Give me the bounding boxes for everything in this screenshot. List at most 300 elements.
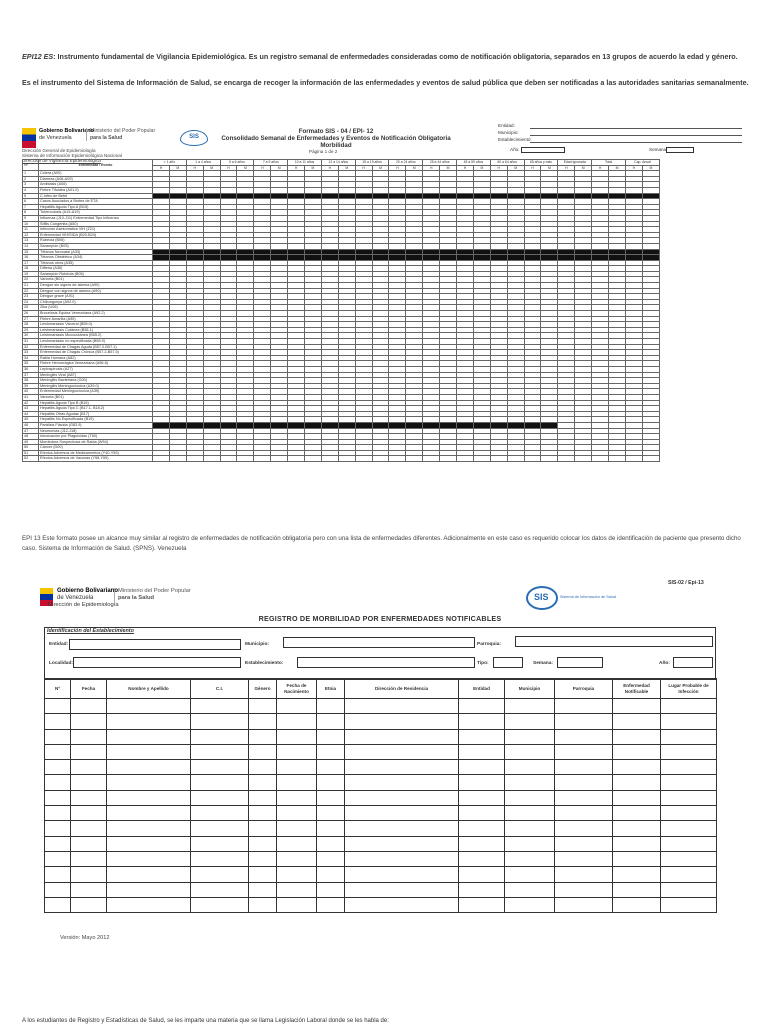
grid2-cell[interactable] — [505, 867, 555, 882]
grid2-cell[interactable] — [71, 836, 107, 851]
grid2-cell[interactable] — [459, 714, 505, 729]
grid1-cell[interactable] — [237, 456, 254, 462]
grid2-cell[interactable] — [277, 836, 317, 851]
grid2-cell[interactable] — [249, 729, 277, 744]
grid2-cell[interactable] — [277, 760, 317, 775]
grid2-cell[interactable] — [345, 806, 459, 821]
grid1-row-number: 47 — [23, 428, 39, 434]
grid2-cell[interactable] — [191, 806, 249, 821]
grid2-cell[interactable] — [277, 744, 317, 759]
grid2-cell[interactable] — [191, 699, 249, 714]
grid2-cell[interactable] — [191, 851, 249, 866]
grid1-sex-header: H — [592, 165, 609, 171]
grid2-cell[interactable] — [107, 897, 191, 912]
grid2-cell[interactable] — [277, 714, 317, 729]
grid2-cell[interactable] — [661, 744, 717, 759]
grid1-disease-name: Cólera (A00) — [39, 171, 153, 177]
grid2-cell[interactable] — [555, 882, 613, 897]
grid2-cell[interactable] — [249, 851, 277, 866]
grid2-cell[interactable] — [345, 897, 459, 912]
grid2-cell[interactable] — [249, 775, 277, 790]
grid1-row-number: 12 — [23, 232, 39, 238]
grid1-disease-name: Hepatitis Aguda Tipo C (B17.1, B18.2) — [39, 406, 153, 412]
grid2-cell[interactable] — [45, 836, 71, 851]
grid2-cell[interactable] — [613, 699, 661, 714]
grid2-cell[interactable] — [249, 821, 277, 836]
grid2-cell[interactable] — [661, 714, 717, 729]
grid2-row — [45, 882, 717, 897]
grid2-cell[interactable] — [555, 836, 613, 851]
grid2-cell[interactable] — [505, 821, 555, 836]
grid2-cell[interactable] — [345, 729, 459, 744]
grid2-cell[interactable] — [317, 897, 345, 912]
grid2-cell[interactable] — [249, 806, 277, 821]
grid2-cell[interactable] — [277, 775, 317, 790]
grid2-cell[interactable] — [45, 760, 71, 775]
grid2-cell[interactable] — [459, 744, 505, 759]
grid2-cell[interactable] — [613, 897, 661, 912]
grid1-age-header: 60 a 64 años — [490, 160, 524, 166]
form1-dir3: Dirección de Vigilancia Epidemiológica — [22, 158, 101, 164]
grid2-cell[interactable] — [191, 744, 249, 759]
grid1-disease-name: Casos Asociados a Brotes de ETA — [39, 199, 153, 205]
grid1-cell[interactable] — [558, 456, 575, 462]
grid1-row-number: 52 — [23, 456, 39, 462]
grid2-cell[interactable] — [71, 790, 107, 805]
grid2-cell[interactable] — [317, 806, 345, 821]
grid2-cell[interactable] — [45, 821, 71, 836]
grid1-age-header: 45 a 59 años — [457, 160, 491, 166]
grid1-row-number: 24 — [23, 299, 39, 305]
grid2-cell[interactable] — [555, 867, 613, 882]
grid2-cell[interactable] — [345, 851, 459, 866]
grid2-cell[interactable] — [505, 806, 555, 821]
grid2-cell[interactable] — [459, 851, 505, 866]
grid2-cell[interactable] — [555, 851, 613, 866]
grid2-cell[interactable] — [191, 790, 249, 805]
grid2-cell[interactable] — [459, 897, 505, 912]
grid2-cell[interactable] — [345, 744, 459, 759]
form2-semana-field[interactable] — [557, 657, 603, 668]
grid1-cell[interactable] — [642, 456, 659, 462]
grid1-cell[interactable] — [457, 456, 474, 462]
grid1-cell[interactable] — [321, 456, 338, 462]
grid1-cell[interactable] — [423, 456, 440, 462]
grid2-cell[interactable] — [459, 790, 505, 805]
grid2-cell[interactable] — [277, 699, 317, 714]
grid2-cell[interactable] — [505, 790, 555, 805]
grid1-disease-name: Enfermedad de Chagas Aguda (B57.0-B57.1) — [39, 344, 153, 350]
grid1-age-header: 25 a 44 años — [423, 160, 457, 166]
grid1-sex-header: H — [524, 165, 541, 171]
grid2-cell[interactable] — [459, 821, 505, 836]
grid1-cell[interactable] — [625, 456, 642, 462]
grid2-cell[interactable] — [191, 714, 249, 729]
grid2-cell[interactable] — [613, 744, 661, 759]
grid1-row-number: 17 — [23, 260, 39, 266]
grid1-row-number: 27 — [23, 316, 39, 322]
grid2-cell[interactable] — [505, 699, 555, 714]
grid2-cell[interactable] — [345, 882, 459, 897]
form2-localidad-field[interactable] — [73, 657, 241, 668]
grid2-cell[interactable] — [345, 714, 459, 729]
grid1-cell[interactable] — [288, 456, 305, 462]
grid2-cell[interactable] — [661, 867, 717, 882]
grid2-cell[interactable] — [107, 851, 191, 866]
grid2-cell[interactable] — [45, 714, 71, 729]
grid1-row-number: 46 — [23, 422, 39, 428]
grid1-row-number: 41 — [23, 394, 39, 400]
grid2-cell[interactable] — [505, 851, 555, 866]
logo-gobierno-text: Gobierno Bolivariano — [39, 128, 94, 134]
grid2-cell[interactable] — [107, 699, 191, 714]
grid2-cell[interactable] — [661, 729, 717, 744]
grid2-cell[interactable] — [459, 806, 505, 821]
grid1-cell[interactable] — [406, 456, 423, 462]
grid2-cell[interactable] — [71, 882, 107, 897]
grid2-cell[interactable] — [191, 882, 249, 897]
grid1-disease-name: Zika (U06) — [39, 305, 153, 311]
grid2-cell[interactable] — [345, 836, 459, 851]
grid2-cell[interactable] — [661, 882, 717, 897]
grid2-cell[interactable] — [613, 867, 661, 882]
grid2-cell[interactable] — [107, 729, 191, 744]
grid2-cell[interactable] — [505, 729, 555, 744]
grid2-cell[interactable] — [107, 806, 191, 821]
grid1-disease-name: Varicela (B01) — [39, 277, 153, 283]
grid2-cell[interactable] — [661, 821, 717, 836]
grid2-cell[interactable] — [613, 806, 661, 821]
grid2-column-header: Parroquia — [555, 679, 613, 699]
grid2-cell[interactable] — [277, 790, 317, 805]
grid2-cell[interactable] — [459, 882, 505, 897]
grid2-cell[interactable] — [555, 714, 613, 729]
grid2-cell[interactable] — [107, 790, 191, 805]
grid2-cell[interactable] — [107, 867, 191, 882]
grid2-cell[interactable] — [71, 714, 107, 729]
grid2-row — [45, 699, 717, 714]
grid2-row — [45, 714, 717, 729]
grid2-cell[interactable] — [249, 867, 277, 882]
grid2-cell[interactable] — [613, 775, 661, 790]
form2-ano-field[interactable] — [673, 657, 713, 668]
grid1-row-number: 25 — [23, 305, 39, 311]
grid2-cell[interactable] — [71, 729, 107, 744]
grid2-cell[interactable] — [71, 851, 107, 866]
grid2-cell[interactable] — [277, 851, 317, 866]
grid2-cell[interactable] — [345, 775, 459, 790]
grid1-row-number: 32 — [23, 344, 39, 350]
grid2-cell[interactable] — [661, 806, 717, 821]
grid2-cell[interactable] — [45, 729, 71, 744]
grid1-disease-name: Amibiasis (A06) — [39, 182, 153, 188]
grid2-cell[interactable] — [45, 806, 71, 821]
form2-parroquia-label: Parroquia: — [477, 642, 501, 647]
logo-salud-text: para la Salud — [90, 134, 123, 141]
grid1-sex-header: H — [220, 165, 237, 171]
grid2-cell[interactable] — [459, 867, 505, 882]
grid2-row — [45, 775, 717, 790]
form1-establecimiento-label: Establecimiento: — [498, 137, 532, 142]
grid2-cell[interactable] — [45, 867, 71, 882]
grid2-cell[interactable] — [191, 867, 249, 882]
grid1-disease-name: Leishmaniasis Cutánea (B55.1) — [39, 327, 153, 333]
form1-municipio-line — [530, 131, 742, 136]
grid1-cell[interactable] — [254, 456, 271, 462]
grid2-cell[interactable] — [661, 790, 717, 805]
grid1-age-header: Edad ignorada — [558, 160, 592, 166]
grid2-cell[interactable] — [459, 775, 505, 790]
grid2-cell[interactable] — [71, 897, 107, 912]
grid2-cell[interactable] — [345, 867, 459, 882]
grid1-row-number: 6 — [23, 199, 39, 205]
grid2-cell[interactable] — [613, 714, 661, 729]
grid2-cell[interactable] — [191, 836, 249, 851]
grid2-cell[interactable] — [459, 699, 505, 714]
grid2-cell[interactable] — [45, 851, 71, 866]
grid1-row-number: 11 — [23, 227, 39, 233]
grid1-cell[interactable] — [169, 456, 186, 462]
grid1-cell[interactable] — [490, 456, 507, 462]
grid1-cell[interactable] — [592, 456, 609, 462]
grid1-cell[interactable] — [338, 456, 355, 462]
grid2-cell[interactable] — [107, 882, 191, 897]
form2-tipo-field[interactable] — [493, 657, 523, 668]
grid2-cell[interactable] — [71, 699, 107, 714]
grid2-cell[interactable] — [107, 775, 191, 790]
grid1-row-number: 35 — [23, 361, 39, 367]
grid2-cell[interactable] — [661, 897, 717, 912]
grid1-row-number: 8 — [23, 210, 39, 216]
grid2-column-header: Enfermedad Notificable — [613, 679, 661, 699]
grid2-column-header: Entidad — [459, 679, 505, 699]
grid2-cell[interactable] — [107, 821, 191, 836]
grid1-age-header: 65 años y más — [524, 160, 558, 166]
grid1-cell[interactable] — [507, 456, 524, 462]
form2-entidad-field[interactable] — [69, 639, 241, 650]
grid2-cell[interactable] — [249, 699, 277, 714]
grid2-cell[interactable] — [345, 760, 459, 775]
grid1-cell[interactable] — [473, 456, 490, 462]
grid2-cell[interactable] — [613, 836, 661, 851]
grid1-row-number: 42 — [23, 400, 39, 406]
grid2-cell[interactable] — [277, 806, 317, 821]
grid2-cell[interactable] — [71, 806, 107, 821]
grid2-cell[interactable] — [505, 775, 555, 790]
grid1-row-number: 48 — [23, 434, 39, 440]
form2-id-title: Identificación del Establecimiento — [47, 628, 134, 634]
grid1-sex-header: M — [169, 165, 186, 171]
grid2-cell[interactable] — [317, 714, 345, 729]
grid2-cell[interactable] — [277, 729, 317, 744]
grid1-cell[interactable] — [609, 456, 626, 462]
grid1-row-number: 14 — [23, 243, 39, 249]
grid2-cell[interactable] — [71, 775, 107, 790]
sis-logo-text: SIS — [534, 592, 549, 602]
grid2-cell[interactable] — [555, 806, 613, 821]
grid2-cell[interactable] — [107, 760, 191, 775]
form2-municipio-field[interactable] — [283, 637, 475, 648]
grid2-cell[interactable] — [345, 699, 459, 714]
grid2-cell[interactable] — [249, 744, 277, 759]
grid2-cell[interactable] — [317, 729, 345, 744]
grid2-cell[interactable] — [505, 760, 555, 775]
grid2-cell[interactable] — [191, 775, 249, 790]
grid1-cell[interactable] — [203, 456, 220, 462]
grid2-cell[interactable] — [107, 744, 191, 759]
grid2-cell[interactable] — [661, 699, 717, 714]
sis-logo-2 — [526, 586, 646, 616]
grid2-column-header: C.I. — [191, 679, 249, 699]
form2-localidad-label: Localidad: — [49, 661, 73, 666]
grid1-disease-name: Neumonías (J12-J18) — [39, 428, 153, 434]
grid1-disease-name: Sífilis Congénita (A50) — [39, 221, 153, 227]
grid2-cell[interactable] — [45, 882, 71, 897]
grid2-cell[interactable] — [45, 699, 71, 714]
grid2-cell[interactable] — [661, 775, 717, 790]
form2-establecimiento-field[interactable] — [297, 657, 475, 668]
grid1-cell[interactable] — [305, 456, 322, 462]
grid2-cell[interactable] — [613, 882, 661, 897]
grid2-cell[interactable] — [613, 760, 661, 775]
grid1-disease-name: Leishmaniasis no especificada (B55.9) — [39, 339, 153, 345]
grid2-cell[interactable] — [505, 714, 555, 729]
grid1-age-header: 5 a 6 años — [220, 160, 254, 166]
grid2-cell[interactable] — [459, 760, 505, 775]
grid2-cell[interactable] — [661, 760, 717, 775]
form1-title2: Consolidado Semanal de Enfermedades y Eventos de Notificación Obligatoria — [221, 135, 451, 142]
grid2-cell[interactable] — [317, 821, 345, 836]
grid2-cell[interactable] — [249, 897, 277, 912]
grid2-cell[interactable] — [71, 821, 107, 836]
grid2-cell[interactable] — [45, 775, 71, 790]
grid1-cell[interactable] — [355, 456, 372, 462]
grid1-disease-name: Efectos Adversos de Vacunas (Y58-Y59) — [39, 456, 153, 462]
grid2-cell[interactable] — [71, 744, 107, 759]
grid2-column-header: Género — [249, 679, 277, 699]
grid2-cell[interactable] — [45, 744, 71, 759]
form1-ano-box — [521, 147, 565, 153]
grid2-cell[interactable] — [107, 714, 191, 729]
grid2-cell[interactable] — [505, 744, 555, 759]
grid2-cell[interactable] — [613, 790, 661, 805]
grid1-row-number: 34 — [23, 355, 39, 361]
grid2-cell[interactable] — [317, 775, 345, 790]
grid1-row-number: 13 — [23, 238, 39, 244]
grid2-cell[interactable] — [555, 699, 613, 714]
grid2-cell[interactable] — [317, 836, 345, 851]
grid2-cell[interactable] — [249, 714, 277, 729]
grid2-cell[interactable] — [505, 882, 555, 897]
grid1-disease-name: Hepatitis Aguda Tipo B (B16) — [39, 400, 153, 406]
grid1-disease-name: Enfermedad Meningocóccica (A39) — [39, 389, 153, 395]
grid1-cell[interactable] — [524, 456, 541, 462]
flag-icon — [22, 128, 36, 148]
grid2-cell[interactable] — [555, 775, 613, 790]
grid2-cell[interactable] — [555, 790, 613, 805]
grid1-sex-header: H — [457, 165, 474, 171]
grid2-cell[interactable] — [345, 821, 459, 836]
form2-parroquia-field[interactable] — [515, 636, 713, 647]
grid2-cell[interactable] — [249, 836, 277, 851]
grid2-cell[interactable] — [107, 836, 191, 851]
grid1-cell[interactable] — [220, 456, 237, 462]
grid2-cell[interactable] — [249, 882, 277, 897]
grid2-cell[interactable] — [277, 867, 317, 882]
grid2-cell[interactable] — [249, 790, 277, 805]
grid2-cell[interactable] — [317, 744, 345, 759]
grid1-age-header: Total — [592, 160, 626, 166]
grid2-cell[interactable] — [317, 699, 345, 714]
grid2-cell[interactable] — [71, 867, 107, 882]
grid2-cell[interactable] — [555, 744, 613, 759]
grid1-sex-header: H — [490, 165, 507, 171]
grid1-disease-name: Fiebre Hemorrágica Venezolana (A96.8) — [39, 361, 153, 367]
grid2-cell[interactable] — [317, 867, 345, 882]
grid2-cell[interactable] — [45, 790, 71, 805]
grid1-cell[interactable] — [575, 456, 592, 462]
grid2-cell[interactable] — [459, 836, 505, 851]
grid1-disease-name: Enfermedad de Chagas Crónica (B57.2-B57.5) — [39, 350, 153, 356]
grid1-age-header: Cap. Anual — [625, 160, 659, 166]
grid1-sex-header: M — [406, 165, 423, 171]
form1-semana-label: Semana: — [649, 147, 668, 152]
grid1-cell[interactable] — [440, 456, 457, 462]
grid1-cell[interactable] — [153, 456, 170, 462]
grid2-cell[interactable] — [613, 851, 661, 866]
grid1-cell[interactable] — [541, 456, 558, 462]
grid1-cell[interactable] — [271, 456, 288, 462]
grid2-cell[interactable] — [191, 821, 249, 836]
form1-id-fields — [498, 122, 742, 143]
grid1-cell[interactable] — [186, 456, 203, 462]
grid2-cell[interactable] — [191, 729, 249, 744]
grid2-cell[interactable] — [317, 882, 345, 897]
grid2-cell[interactable] — [505, 836, 555, 851]
grid2-column-header: Fecha — [71, 679, 107, 699]
grid2-cell[interactable] — [613, 821, 661, 836]
grid1-sex-header: M — [440, 165, 457, 171]
grid2-cell[interactable] — [555, 897, 613, 912]
grid1-row-number: 29 — [23, 327, 39, 333]
grid2-cell[interactable] — [555, 821, 613, 836]
grid2-cell[interactable] — [317, 851, 345, 866]
grid1-cell[interactable] — [372, 456, 389, 462]
grid2-cell[interactable] — [191, 760, 249, 775]
grid2-cell[interactable] — [277, 882, 317, 897]
grid1-row-number: 49 — [23, 439, 39, 445]
grid2-cell[interactable] — [249, 760, 277, 775]
grid2-cell[interactable] — [661, 851, 717, 866]
grid1-cell[interactable] — [389, 456, 406, 462]
grid2-cell[interactable] — [317, 790, 345, 805]
grid2-cell[interactable] — [613, 729, 661, 744]
grid2-cell[interactable] — [277, 821, 317, 836]
grid2-cell[interactable] — [317, 760, 345, 775]
grid2-cell[interactable] — [505, 897, 555, 912]
grid2-cell[interactable] — [191, 897, 249, 912]
grid2-cell[interactable] — [459, 729, 505, 744]
grid2-cell[interactable] — [71, 760, 107, 775]
grid2-cell[interactable] — [661, 836, 717, 851]
grid2-cell[interactable] — [345, 790, 459, 805]
grid1-disease-name: Cáncer (D00) — [39, 445, 153, 451]
grid2-row — [45, 760, 717, 775]
grid2-cell[interactable] — [555, 760, 613, 775]
grid2-cell[interactable] — [45, 897, 71, 912]
grid2-cell[interactable] — [555, 729, 613, 744]
grid2-cell[interactable] — [277, 897, 317, 912]
